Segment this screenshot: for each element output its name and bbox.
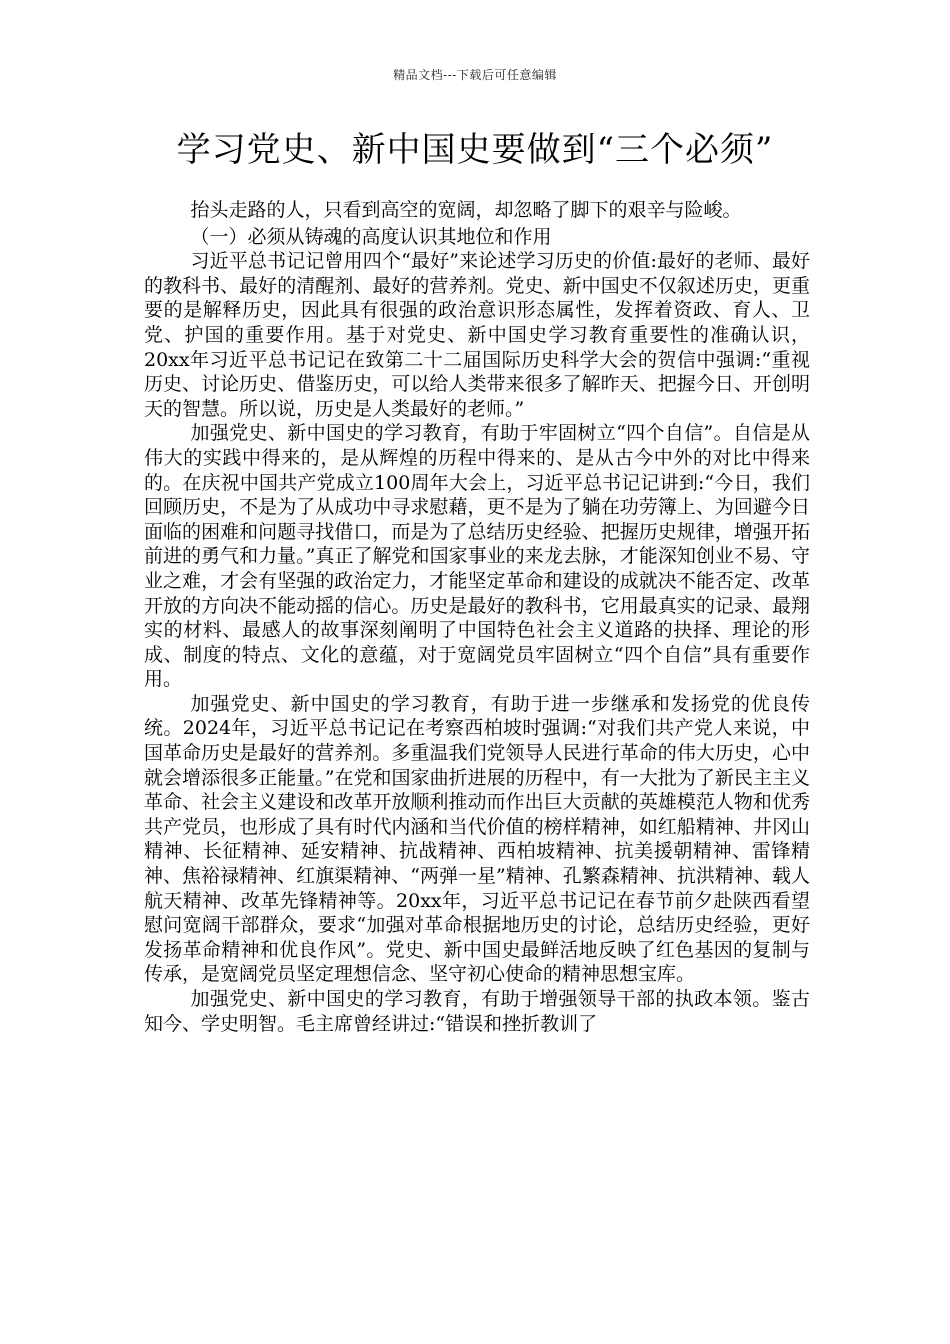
intro-paragraph: 抬头走路的人，只看到高空的宽阔，却忽略了脚下的艰辛与险峻。 xyxy=(190,199,742,221)
body-paragraph: 加强党史、新中国史的学习教育，有助于进一步继承和发扬党的优良传统。2024年，习近平总书记记在考察西柏坡时强调:“对我们共产党人来说，中国革命历史是最好的营养剂。多重温我们党领导人民进行革命的伟大历史，心中就会增添很多正能量。”在党和国家曲折进展的历程中，有一大批为了新民主主义革命、社会主义建设和改革开放顺利推动而作出巨大贡献的英雄模范人物和优秀共产党员，也形成了具有时代内涵和当代价值的榜样精神，如红船精神、井冈山精神、长征精神、延安精神、抗战精神、西柏坡精神、抗美援朝精神、雷锋精神、焦裕禄精神、红旗渠精神、“两弹一星”精神、孔繁森精神、抗洪精神、载人航天精神、改革先锋精神等。20xx年，习近平总书记记在春节前夕赴陕西看望慰问宽阔干部群众，要求“加强对革命根据地历史的讨论，总结历史经验，更好发扬革命精神和优良作风”。党史、新中国史最鲜活地反映了红色基因的复制与传承，是宽阔党员坚定理想信念、坚守初心使命的精神思想宝库。 xyxy=(144,692,810,986)
section-heading: （一）必须从铸魂的高度认识其地位和作用 xyxy=(190,225,552,248)
document-title: 学习党史、新中国史要做到“三个必须” xyxy=(176,130,774,170)
body-paragraph: 习近平总书记记曾用四个“最好”来论述学习历史的价值:最好的老师、最好的教科书、最好的清醒剂、最好的营养剂。党史、新中国史不仅叙述历史，更重要的是解释历史，因此具有很强的政治意识形态属性，发挥着资政、育人、卫党、护国的重要作用。基于对党史、新中国史学习教育重要性的准确认识，20xx年习近平总书记记在致第二十二届国际历史科学大会的贺信中强调:“重视历史、讨论历史、借鉴历史，可以给人类带来很多了解昨天、把握今日、开创明天的智慧。所以说，历史是人类最好的老师。” xyxy=(144,250,810,420)
body-paragraph: 加强党史、新中国史的学习教育，有助于牢固树立“四个自信”。自信是从伟大的实践中得来的，是从辉煌的历程中得来的、是从古今中外的对比中得来的。在庆祝中国共产党成立100周年大会上，习近平总书记记讲到:“今日，我们回顾历史，不是为了从成功中寻求慰藉，更不是为了躺在功劳簿上、为回避今日面临的困难和问题寻找借口，而是为了总结历史经验、把握历史规律，增强开拓前进的勇气和力量。”真正了解党和国家事业的来龙去脉，才能深知创业不易、守业之难，才会有坚强的政治定力，才能坚定革命和建设的成就决不能否定、改革开放的方向决不能动摇的信心。历史是最好的教科书，它用最真实的记录、最翔实的材料、最感人的故事深刻阐明了中国特色社会主义道路的抉择、理论的形成、制度的特点、文化的意蕴，对于宽阔党员牢固树立“四个自信”具有重要作用。 xyxy=(144,422,810,691)
body-paragraph: 加强党史、新中国史的学习教育，有助于增强领导干部的执政本领。鉴古知今、学史明智。毛主席曾经讲过:“错误和挫折教训了 xyxy=(144,988,810,1035)
header-note: 精品文档---下载后可任意编辑 xyxy=(393,68,557,82)
document-body xyxy=(144,198,810,1036)
